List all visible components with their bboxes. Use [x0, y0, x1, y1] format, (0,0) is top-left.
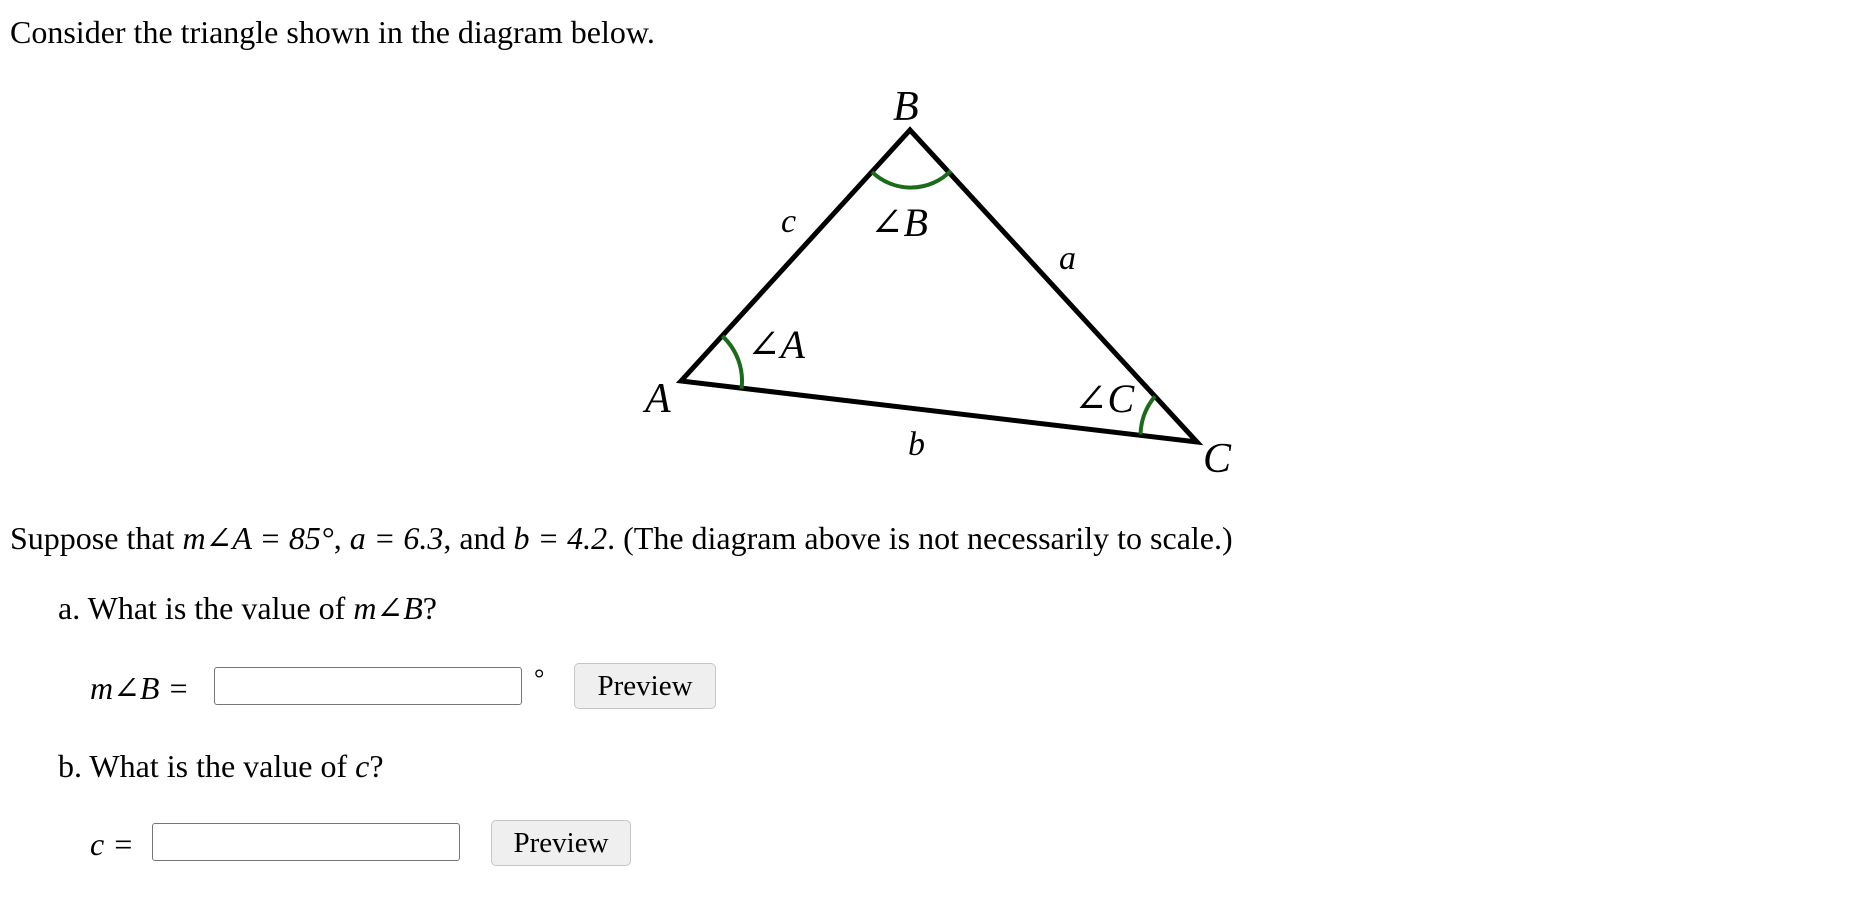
given-sep1: , — [333, 520, 350, 556]
question-a — [58, 592, 437, 624]
answer-b-label: c = — [90, 826, 134, 862]
degree-unit: ° — [534, 664, 545, 693]
answer-b-input[interactable] — [152, 823, 460, 861]
angle-label-b: ∠B — [870, 200, 928, 245]
problem-intro: Consider the triangle shown in the diagram below. — [10, 14, 655, 50]
vertex-label-b: B — [893, 84, 919, 130]
vertex-label-c: C — [1203, 436, 1232, 482]
preview-b-button[interactable]: Preview — [491, 820, 631, 866]
angle-label-c: ∠C — [1074, 376, 1135, 421]
preview-a-button[interactable]: Preview — [574, 663, 716, 709]
question-b-math: c — [355, 748, 370, 784]
angle-arc-a — [722, 336, 742, 389]
given-prefix: Suppose that — [10, 520, 183, 556]
side-label-b: b — [908, 426, 925, 463]
given-side-a: a = 6.3 — [349, 520, 444, 556]
answer-a-label: m∠B = — [90, 670, 190, 706]
side-label-c: c — [781, 203, 797, 240]
given-sep2: , and — [443, 520, 514, 556]
question-b-suffix: ? — [369, 748, 384, 784]
angle-arc-c — [1141, 396, 1156, 434]
given-side-b: b = 4.2 — [513, 520, 608, 556]
question-b — [58, 750, 384, 782]
side-label-a: a — [1059, 240, 1076, 277]
question-a-suffix: ? — [422, 590, 437, 626]
answer-a-input[interactable] — [214, 667, 522, 705]
given-values — [10, 522, 1233, 554]
given-suffix: . (The diagram above is not necessarily to scale.) — [607, 520, 1233, 556]
question-b-prefix: b. What is the value of — [58, 748, 356, 784]
angle-label-a: ∠A — [747, 322, 805, 367]
question-a-prefix: a. What is the value of — [58, 590, 354, 626]
angle-arc-b — [872, 171, 951, 188]
vertex-label-a: A — [645, 376, 671, 422]
question-a-math: m∠B — [353, 590, 423, 626]
given-angle-a: m∠A = 85° — [182, 520, 334, 556]
